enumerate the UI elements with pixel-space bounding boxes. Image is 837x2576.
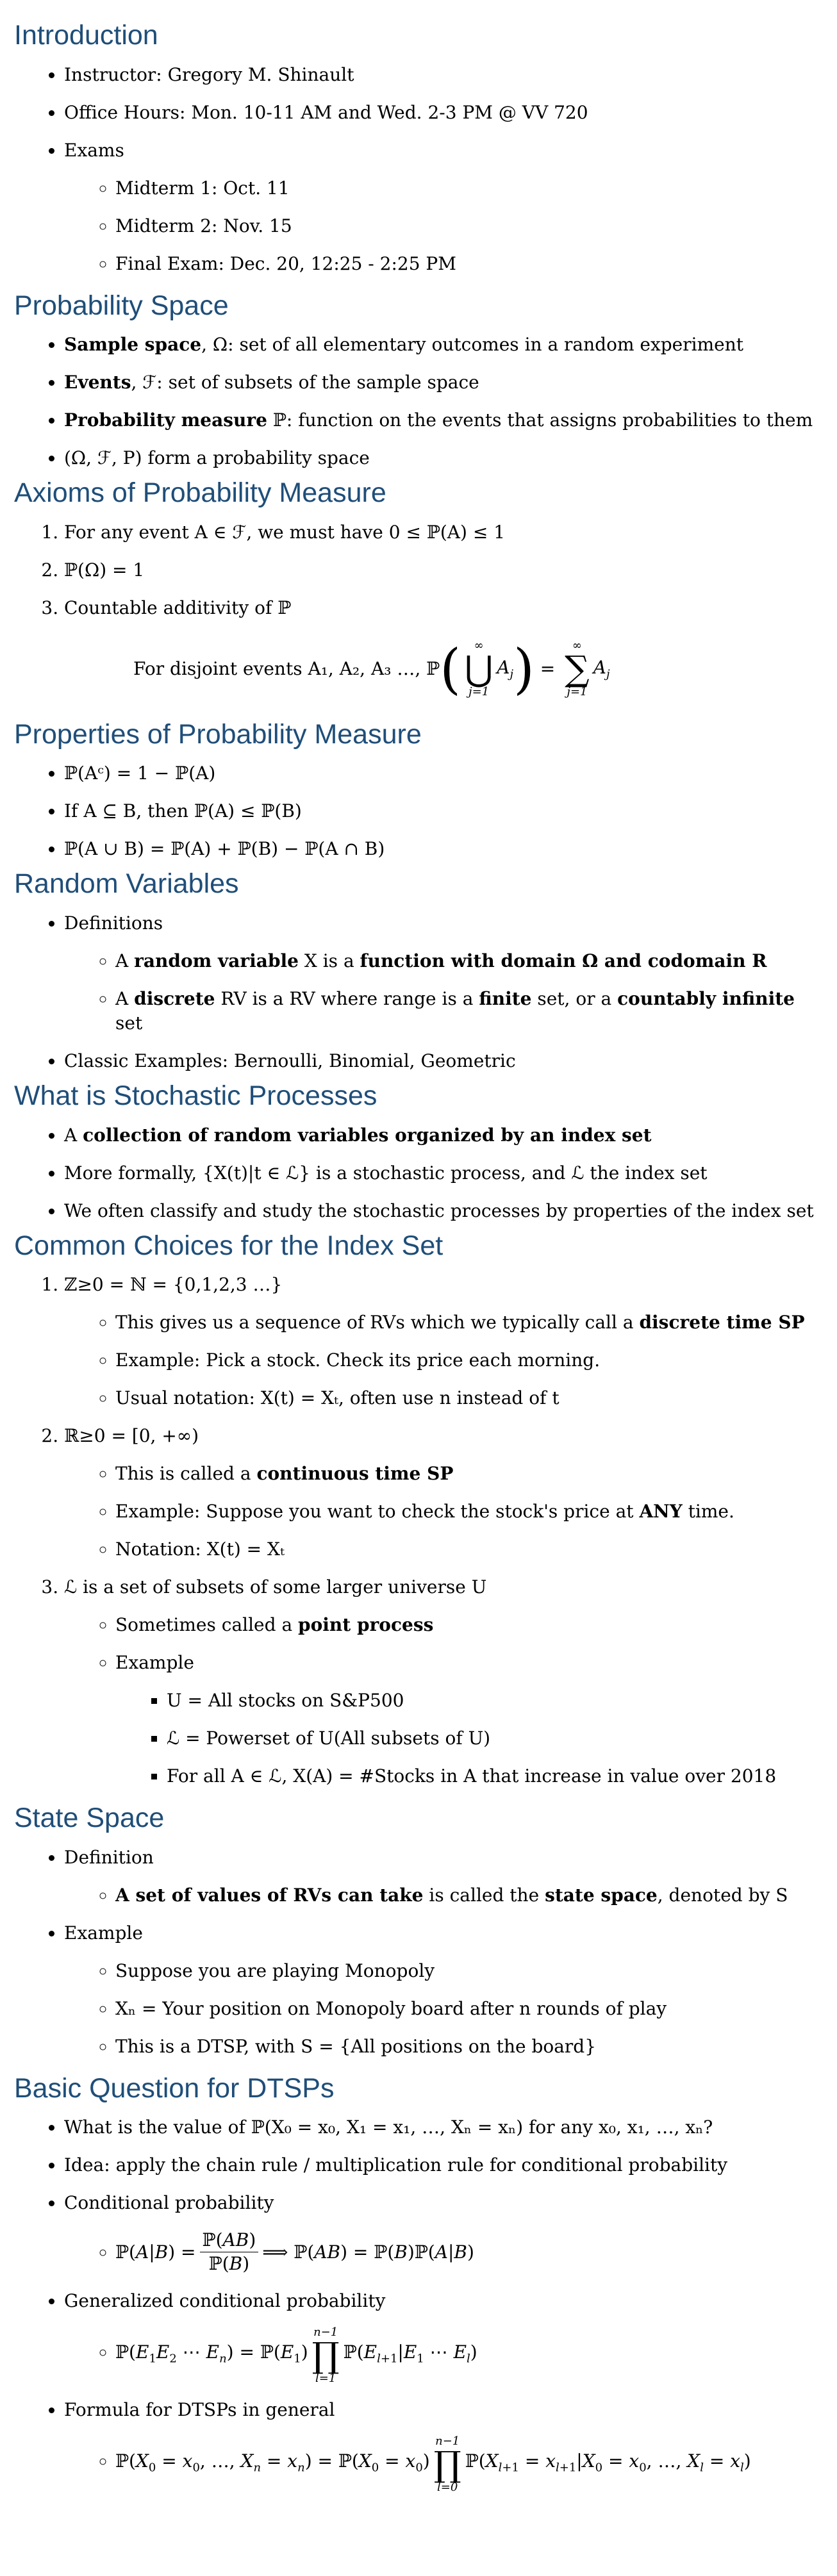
term: collection of random variables organized by an index set	[83, 1124, 652, 1146]
text: A	[64, 1124, 83, 1146]
term: random variable	[134, 950, 299, 971]
list-item	[64, 911, 819, 1036]
text: This is called a	[115, 1463, 257, 1485]
list-item: • We often classify and study the stochastic processes by properties of the index set	[64, 1199, 819, 1223]
list-item: • ℙ(Aᶜ) = 1 − ℙ(A)	[64, 761, 819, 786]
sub-item	[115, 1462, 819, 1486]
text: ℙ: function on the events that assigns probabilities to them	[267, 409, 813, 431]
exams-label: Exams	[64, 139, 124, 161]
sub-item: ◦ Xₙ = Your position on Monopoly board after n rounds of play	[115, 1997, 819, 2021]
definition-item	[115, 987, 819, 1036]
exam-item: ◦ Final Exam: Dec. 20, 12:25 - 2:25 PM	[115, 252, 819, 276]
probability-space-list	[14, 333, 819, 470]
list-item	[64, 1921, 819, 2059]
text: RV is a RV where range is a	[215, 987, 479, 1009]
section-title-properties: Properties of Probability Measure	[14, 718, 422, 750]
list-item: • Instructor: Gregory M. Shinault	[64, 63, 819, 87]
properties-list	[14, 761, 819, 861]
sub-item: ◦ Suppose you are playing Monopoly	[115, 1959, 819, 1983]
sum-operator: ∞ ∑ j=1	[565, 638, 590, 698]
section-title-introduction: Introduction	[14, 20, 158, 51]
term: discrete time SP	[639, 1312, 805, 1333]
choice-label: ℒ is a set of subsets of some larger universe U	[64, 1576, 487, 1598]
list-item: • Idea: apply the chain rule / multiplication rule for conditional probability	[64, 2153, 819, 2177]
example-label: Example	[64, 1922, 143, 1944]
list-item: 2. ℙ(Ω) = 1	[64, 558, 819, 582]
list-item	[64, 1575, 819, 1788]
list-item: • More formally, {X(t)|t ∈ ℒ} is a stochastic process, and ℒ the index set	[64, 1161, 819, 1185]
exams-list	[64, 176, 819, 276]
section-title-basic-question: Basic Question for DTSPs	[14, 2072, 335, 2104]
generalized-conditional-formula: ◦ $ℙ(E_1E_2$ ⋯ $E_n$) = $ℙ(E_1)$ n−1 ∏ l=1 $ℙ(E_{l+1}|E_1$ ⋯ $E_l$)	[115, 2327, 819, 2384]
countable-additivity-formula	[14, 634, 819, 704]
term: continuous time SP	[256, 1463, 454, 1485]
generalized-conditional-sublist	[64, 2327, 819, 2384]
text: is called the	[423, 1884, 545, 1906]
sub-sub-item: ▪ U = All stocks on S&P500	[167, 1688, 819, 1713]
text: set, or a	[531, 987, 618, 1009]
text: Sometimes called a	[115, 1614, 299, 1636]
equals-sign: =	[534, 658, 561, 680]
term: countably infinite	[617, 987, 795, 1009]
term: Sample space	[64, 334, 202, 356]
conditional-probability-formula: ◦ ℙ(A|B) = $\frac{\text{ℙ(AB)}}{\text{ℙ(B)}}$ ⟹ ℙ(AB) = ℙ(B)ℙ(A|B)	[115, 2229, 819, 2275]
term: discrete	[134, 987, 215, 1009]
definitions-list	[64, 949, 819, 1036]
example-label: Example	[115, 1652, 194, 1674]
conditional-probability-sublist	[64, 2229, 819, 2275]
dtsp-formula: ◦ $ℙ(X_0 = x_0$, …, $X_n = x_n$) = $ℙ(X_0 = x_0)$ n−1 ∏ l=0 $ℙ(X_{l+1} = x_{l+1}|X_0 = x_0$, …, $X_l = x_l$)	[115, 2436, 819, 2493]
term: function with domain Ω and codomain R	[360, 950, 767, 971]
text: A	[115, 950, 135, 971]
sum-term: $A_j$	[593, 656, 610, 681]
choice-sublist	[64, 1613, 819, 1788]
text: , ℱ: set of subsets of the sample space	[131, 372, 479, 393]
term: finite	[479, 987, 532, 1009]
list-item: • If A ⊆ B, then ℙ(A) ≤ ℙ(B)	[64, 799, 819, 823]
union-operator: ∞ ⋃ j=1	[464, 638, 493, 698]
sub-item	[115, 1499, 819, 1524]
list-item: 1. For any event A ∈ ℱ, we must have 0 ≤ ℙ(A) ≤ 1	[64, 520, 819, 545]
exam-item: ◦ Midterm 1: Oct. 11	[115, 176, 819, 201]
section-title-stochastic-processes: What is Stochastic Processes	[14, 1080, 377, 1111]
list-item	[64, 2398, 819, 2493]
list-item	[64, 1123, 819, 1148]
list-item	[64, 2289, 819, 2384]
right-paren: )	[513, 637, 535, 700]
index-set-list	[14, 1273, 819, 1788]
example-sublist	[64, 1959, 819, 2059]
section-title-probability-space: Probability Space	[14, 290, 229, 321]
list-item	[64, 2191, 819, 2275]
list-item	[64, 1273, 819, 1410]
sub-sub-item: ▪ ℒ = Powerset of U(All subsets of U)	[167, 1726, 819, 1751]
union-term: $A_j$	[497, 656, 514, 681]
sub-item	[115, 1651, 819, 1788]
definitions-label: Definitions	[64, 912, 163, 934]
list-item	[64, 408, 819, 433]
section-title-axioms: Axioms of Probability Measure	[14, 477, 386, 509]
text: This gives us a sequence of RVs which we typically call a	[115, 1312, 640, 1333]
sub-item	[115, 1883, 819, 1908]
list-item	[64, 1424, 819, 1562]
stochastic-list	[14, 1123, 819, 1223]
sub-item	[115, 1613, 819, 1637]
disjoint-events-text: For disjoint events A₁, A₂, A₃ …, ℙ	[133, 658, 440, 680]
state-space-list	[14, 1845, 819, 2059]
list-item	[64, 333, 819, 357]
term: Probability measure	[64, 409, 267, 431]
section-title-state-space: State Space	[14, 1803, 165, 1834]
definition-label: Definition	[64, 1846, 154, 1868]
term: state space	[545, 1884, 658, 1906]
conditional-probability-label: Conditional probability	[64, 2192, 274, 2214]
term: A set of values of RVs can take	[115, 1884, 424, 1906]
choice-label: ℤ≥0 = ℕ = {0,1,2,3 …}	[64, 1274, 283, 1296]
section-title-random-variables: Random Variables	[14, 868, 239, 900]
definition-sublist	[64, 1883, 819, 1908]
generalized-conditional-label: Generalized conditional probability	[64, 2290, 386, 2312]
left-paren: (	[440, 637, 461, 700]
choice-sublist	[64, 1462, 819, 1562]
definition-item	[115, 949, 819, 973]
choice-sublist	[64, 1310, 819, 1410]
list-item: • ℙ(A ∪ B) = ℙ(A) + ℙ(B) − ℙ(A ∩ B)	[64, 837, 819, 861]
sub-sub-item: ▪ For all A ∈ ℒ, X(A) = #Stocks in A that increase in value over 2018	[167, 1764, 819, 1788]
exam-item: ◦ Midterm 2: Nov. 15	[115, 214, 819, 238]
section-title-index-set: Common Choices for the Index Set	[14, 1230, 443, 1261]
list-item: 3. Countable additivity of ℙ	[64, 596, 819, 620]
formula-dtsp-label: Formula for DTSPs in general	[64, 2399, 335, 2421]
text: , Ω: set of all elementary outcomes in a random experiment	[201, 334, 743, 356]
list-item	[64, 370, 819, 395]
list-item: • Office Hours: Mon. 10-11 AM and Wed. 2-3 PM @ VV 720	[64, 101, 819, 125]
list-item	[64, 138, 819, 276]
introduction-list	[14, 63, 819, 276]
sub-item: ◦ Usual notation: X(t) = Xₜ, often use n instead of t	[115, 1386, 819, 1410]
list-item: • (Ω, ℱ, P) form a probability space	[64, 446, 819, 470]
basic-question-list	[14, 2115, 819, 2493]
sub-item: ◦ Example: Pick a stock. Check its price each morning.	[115, 1348, 819, 1373]
sub-item: ◦ This is a DTSP, with S = {All positions on the board}	[115, 2035, 819, 2059]
text: , denoted by S	[657, 1884, 788, 1906]
random-variables-list	[14, 911, 819, 1073]
term: ANY	[639, 1501, 683, 1523]
text: set	[115, 1012, 143, 1034]
formula-dtsp-sublist	[64, 2436, 819, 2493]
term: Events	[64, 372, 131, 393]
text: time.	[682, 1501, 734, 1523]
term: point process	[298, 1614, 434, 1636]
example-sublist	[115, 1688, 819, 1788]
sub-item	[115, 1310, 819, 1335]
sub-item: ◦ Notation: X(t) = Xₜ	[115, 1537, 819, 1562]
text: A	[115, 987, 135, 1009]
text: X is a	[298, 950, 360, 971]
axioms-list	[14, 520, 819, 620]
list-item	[64, 1845, 819, 1908]
text: Example: Suppose you want to check the stock's price at	[115, 1501, 640, 1523]
list-item: • What is the value of ℙ(X₀ = x₀, X₁ = x₁, …, Xₙ = xₙ) for any x₀, x₁, …, xₙ?	[64, 2115, 819, 2140]
list-item: • Classic Examples: Bernoulli, Binomial, Geometric	[64, 1049, 819, 1073]
choice-label: ℝ≥0 = [0, +∞)	[64, 1425, 199, 1447]
